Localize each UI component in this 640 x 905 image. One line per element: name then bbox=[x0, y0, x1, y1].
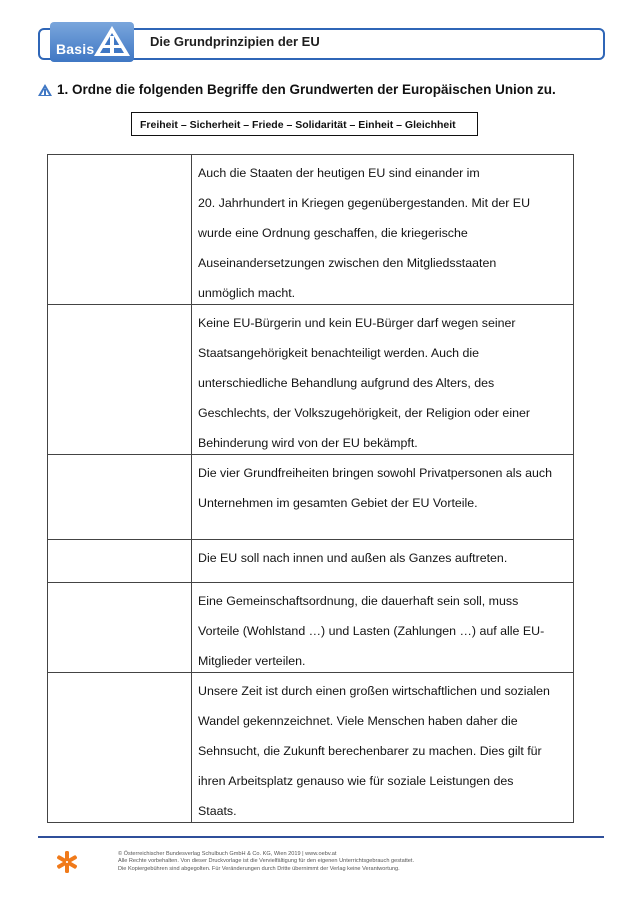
description-cell bbox=[192, 305, 573, 454]
page-title: Die Grundprinzipien der EU bbox=[150, 34, 320, 49]
table-row bbox=[48, 455, 573, 540]
description-line: Sehnsucht, die Zukunft berechenbarer zu machen. Dies gilt für bbox=[198, 744, 542, 758]
description-line: unterschiedliche Behandlung aufgrund des Alters, des bbox=[198, 376, 495, 390]
description-line: Unsere Zeit ist durch einen großen wirtschaftlichen und sozialen bbox=[198, 684, 550, 698]
basis-logo bbox=[50, 22, 134, 62]
table-row bbox=[48, 540, 573, 583]
answer-cell[interactable] bbox=[48, 673, 192, 822]
description-line: Auseinandersetzungen zwischen den Mitgliedsstaaten bbox=[198, 256, 497, 270]
table-row bbox=[48, 583, 573, 673]
answer-cell[interactable] bbox=[48, 583, 192, 672]
table-row bbox=[48, 155, 573, 305]
table-row bbox=[48, 305, 573, 455]
description-line: ihren Arbeitsplatz genauso wie für soziale Leistungen des bbox=[198, 774, 514, 788]
assignment-table bbox=[47, 154, 574, 823]
description-line: Eine Gemeinschaftsordnung, die dauerhaft sein soll, muss bbox=[198, 594, 519, 608]
description-line: Keine EU-Bürgerin und kein EU-Bürger darf wegen seiner bbox=[198, 316, 516, 330]
task-title: 1. Ordne die folgenden Begriffe den Grundwerten der Europäischen Union zu. bbox=[57, 82, 556, 97]
description-line: Wandel gekennzeichnet. Viele Menschen haben daher die bbox=[198, 714, 518, 728]
triangle-logo-icon bbox=[92, 24, 132, 58]
description-line: Mitglieder verteilen. bbox=[198, 654, 306, 668]
answer-cell[interactable] bbox=[48, 540, 192, 582]
description-line: wurde eine Ordnung geschaffen, die kriegerische bbox=[198, 226, 468, 240]
description-cell bbox=[192, 673, 573, 822]
terms-box: Freiheit – Sicherheit – Friede – Solidarität – Einheit – Gleichheit bbox=[131, 112, 478, 136]
footer-line: © Österreichischer Bundesverlag Schulbuch GmbH & Co. KG, Wien 2019 | www.oebv.at bbox=[118, 851, 337, 857]
footer-divider bbox=[38, 836, 604, 838]
description-cell bbox=[192, 455, 573, 539]
description-line: unmöglich macht. bbox=[198, 286, 296, 300]
answer-cell[interactable] bbox=[48, 305, 192, 454]
description-cell bbox=[192, 583, 573, 672]
description-line: Die vier Grundfreiheiten bringen sowohl Privatpersonen als auch bbox=[198, 466, 553, 480]
answer-cell[interactable] bbox=[48, 455, 192, 539]
oebv-star-logo-icon bbox=[55, 850, 79, 874]
answer-cell[interactable] bbox=[48, 155, 192, 304]
description-line: 20. Jahrhundert in Kriegen gegenübergestanden. Mit der EU bbox=[198, 196, 531, 210]
description-line: Die EU soll nach innen und außen als Ganzes auftreten. bbox=[198, 551, 508, 565]
description-line: Auch die Staaten der heutigen EU sind einander im bbox=[198, 166, 480, 180]
description-cell bbox=[192, 155, 573, 304]
description-line: Staats. bbox=[198, 804, 237, 818]
description-line: Geschlechts, der Volkszugehörigkeit, der Religion oder einer bbox=[198, 406, 530, 420]
description-line: Vorteile (Wohlstand …) und Lasten (Zahlungen …) auf alle EU- bbox=[198, 624, 545, 638]
footer-line: Die Kopiergebühren sind abgegolten. Für Veränderungen durch Dritte übernimmt der Verlag keine Verantwortung. bbox=[118, 865, 400, 872]
logo-text: Basis bbox=[56, 41, 95, 57]
description-line: Behinderung wird von der EU bekämpft. bbox=[198, 436, 418, 450]
footer-line: Alle Rechte vorbehalten. Von dieser Druckvorlage ist die Vervielfältigung für den eigenen Unterrichtsgebrauch gestattet. bbox=[118, 858, 415, 865]
description-cell bbox=[192, 540, 573, 582]
footer-copyright bbox=[118, 851, 414, 873]
description-line: Unternehmen im gesamten Gebiet der EU Vorteile. bbox=[198, 496, 478, 510]
description-line: Staatsangehörigkeit benachteiligt werden. Auch die bbox=[198, 346, 480, 360]
table-row bbox=[48, 673, 573, 823]
task-triangle-icon bbox=[37, 83, 53, 97]
